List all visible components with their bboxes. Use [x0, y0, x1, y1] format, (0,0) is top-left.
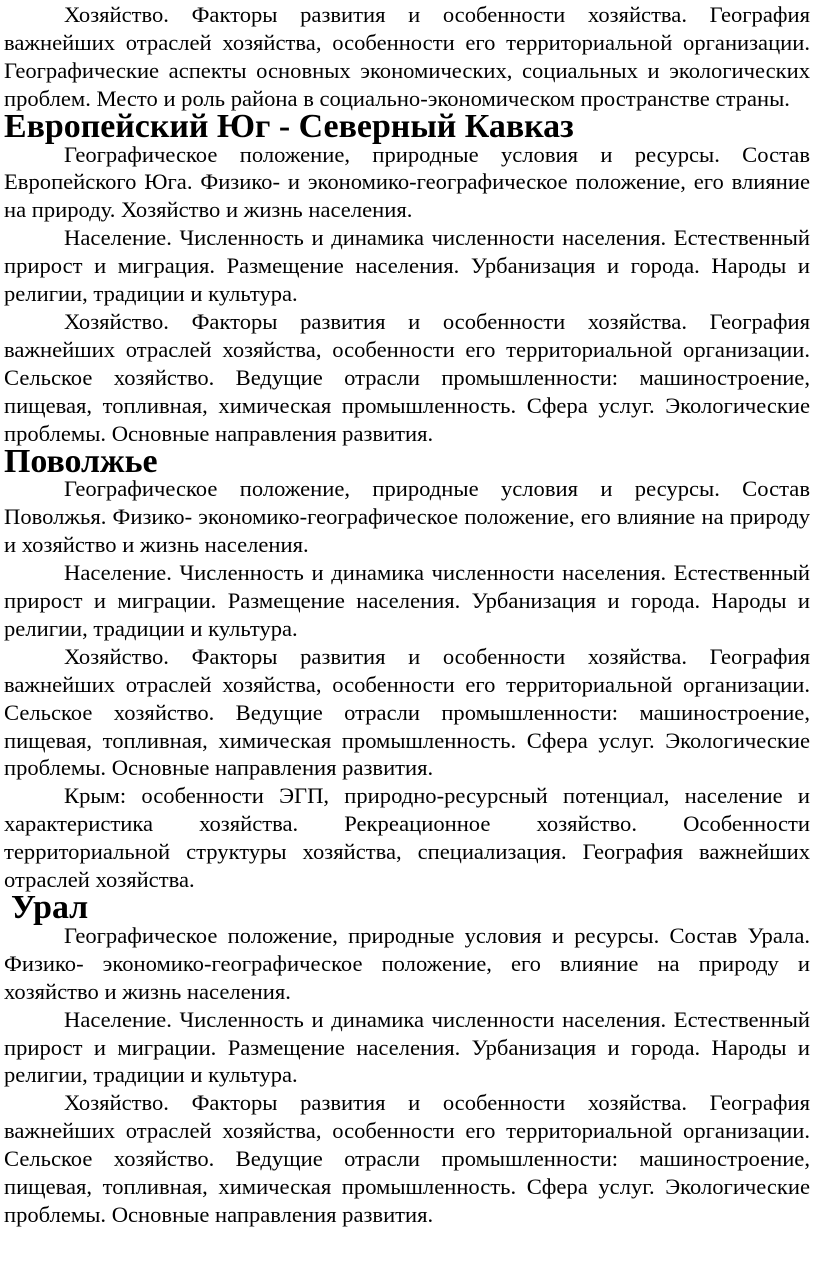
section-paragraph: Население. Численность и динамика численности населения. Естественный прирост и миграции. Размещение населения. Урбанизация и города. Народы и религии, традиции и культура. — [4, 560, 810, 641]
section-paragraph: Хозяйство. Факторы развития и особенности хозяйства. География важнейших отраслей хозяйства, особенности его территориальной организации. Сельское хозяйство. Ведущие отрасли промышленности: машиностроение, пищевая, топливная, химическая промышленность. Сфера услуг. Экологические проблемы. Основные направления развития. — [4, 308, 810, 446]
section-title-ural: Урал — [11, 889, 89, 926]
section-paragraph: Крым: особенности ЭГП, природно-ресурсный потенциал, население и характеристика хозяйства. Рекреационное хозяйство. Особенности территориальной структуры хозяйства, специализация. География важнейших отраслей хозяйства. — [4, 783, 810, 893]
section-paragraph: Географическое положение, природные условия и ресурсы. Состав Урала. Физико- экономико-географическое положение, его влияние на природу и хозяйство и жизнь населения. — [4, 922, 810, 1004]
section-title-european-south: Европейский Юг - Северный Кавказ — [4, 107, 574, 145]
section-title-volga: Поволжье — [4, 442, 158, 480]
section-paragraph: Географическое положение, природные условия и ресурсы. Состав Европейского Юга. Физико- и экономико-географическое положение, его влияние на природу. Хозяйство и жизнь населения. — [4, 141, 810, 223]
section-paragraph: Население. Численность и динамика численности населения. Естественный прирост и миграция. Размещение населения. Урбанизация и города. Народы и религии, традиции и культура. — [4, 225, 810, 307]
section-paragraph: Хозяйство. Факторы развития и особенности хозяйства. География важнейших отраслей хозяйства, особенности его территориальной организации. Сельское хозяйство. Ведущие отрасли промышленности: машиностроение, пищевая, топливная, химическая промышленность. Сфера услуг. Экологические проблемы. Основные направления развития. — [4, 643, 810, 781]
section-paragraph: Географическое положение, природные условия и ресурсы. Состав Поволжья. Физико- экономико-географическое положение, его влияние на природу и хозяйство и жизнь населения. — [4, 476, 810, 558]
intro-paragraph: Хозяйство. Факторы развития и особенности хозяйства. География важнейших отраслей хозяйства, особенности его территориальной организации. Географические аспекты основных экономических, социальных и экологических проблем. Место и роль района в социально-экономическом пространстве страны. — [4, 2, 810, 111]
section-paragraph: Население. Численность и динамика численности населения. Естественный прирост и миграции. Размещение населения. Урбанизация и города. Народы и религии, традиции и культура. — [4, 1006, 810, 1088]
section-paragraph: Хозяйство. Факторы развития и особенности хозяйства. География важнейших отраслей хозяйства, особенности его территориальной организации. Сельское хозяйство. Ведущие отрасли промышленности: машиностроение, пищевая, топливная, химическая промышленность. Сфера услуг. Экологические проблемы. Основные направления развития. — [4, 1090, 810, 1227]
